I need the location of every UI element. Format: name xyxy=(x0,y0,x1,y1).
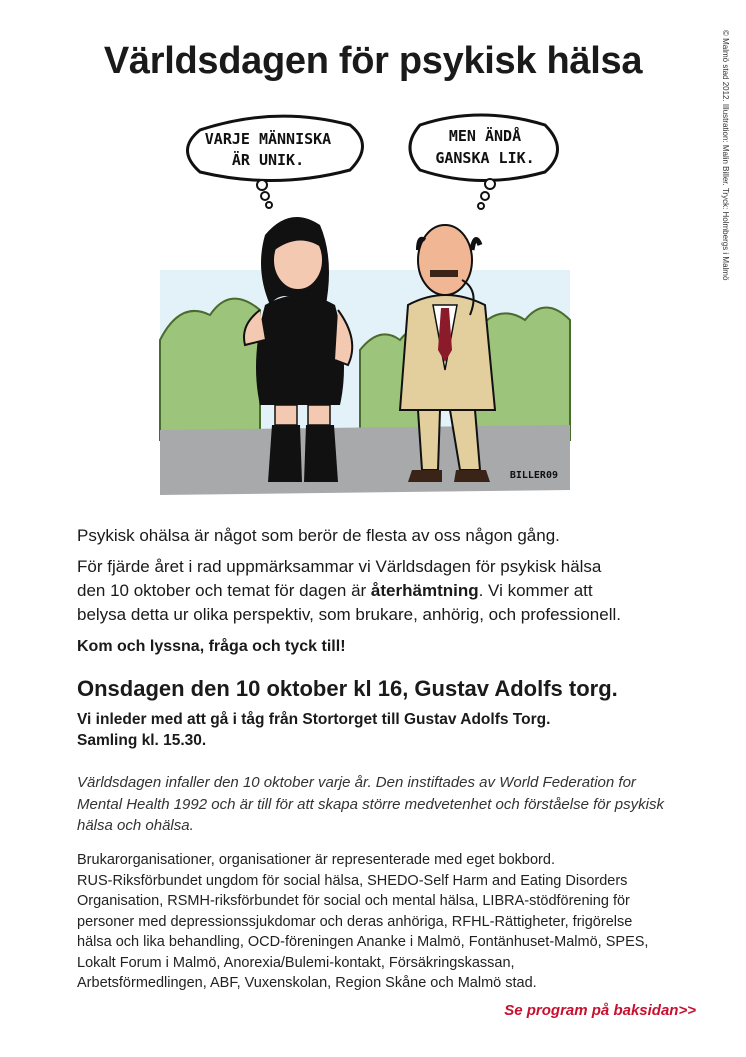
thought-dot xyxy=(485,179,495,189)
theme-keyword: återhämtning xyxy=(370,581,479,600)
note-line: Världsdagen infaller den 10 oktober varje år. Den instiftades av World Federation for xyxy=(77,774,636,791)
orgs-line: hälsa och lika behandling, OCD-föreningen Ananke i Malmö, Fontänhuset-Malmö, SPES, xyxy=(77,934,649,950)
thought-dot xyxy=(478,203,484,209)
see-program-link[interactable]: Se program på baksidan>> xyxy=(504,1002,696,1019)
bush-left xyxy=(160,299,260,440)
speech-bubble-right xyxy=(410,115,558,181)
orgs-line: Organisation, RSMH-riksförbundet för social och mental hälsa, LIBRA-stödförening för xyxy=(77,893,630,909)
cartoon-illustration xyxy=(150,110,580,505)
bubble-left-line2: ÄR UNIK. xyxy=(231,151,305,169)
bubble-right-line1: MEN ÄNDÅ xyxy=(448,127,522,145)
thought-dot xyxy=(266,202,272,208)
thought-dot xyxy=(261,192,269,200)
bubble-right-line2: GANSKA LIK. xyxy=(435,149,535,167)
note-line: hälsa och ohälsa. xyxy=(77,817,194,834)
note-line: Mental Health 1992 och är till för att skapa större medvetenhet och förståelse för psykisk xyxy=(77,795,664,813)
theme-line-3: belysa detta ur olika perspektiv, som brukare, anhörig, och professionell. xyxy=(77,605,621,624)
orgs-line: personer med depressionssjukdomar och deras anhöriga, RFHL-Rättigheter, frigörelse xyxy=(77,913,633,930)
artist-signature: BILLER09 xyxy=(509,470,558,481)
credit-line: © Malmö stad 2012. Illustration: Malin Biller. Tryck: Holmbergs i Malmö xyxy=(721,30,730,281)
speech-bubble-left xyxy=(188,116,363,180)
procession-line-2: Samling kl. 15.30. xyxy=(77,732,207,749)
orgs-line: RUS-Riksförbundet ungdom för social hälsa, SHEDO-Self Harm and Eating Disorders xyxy=(77,872,628,889)
orgs-line: Arbetsförmedlingen, ABF, Vuxenskolan, Region Skåne och Malmö stad. xyxy=(77,975,537,991)
page-title: Världsdagen för psykisk hälsa xyxy=(103,40,643,82)
procession-line-1: Vi inleder med att gå i tåg från Stortorget till Gustav Adolfs Torg. xyxy=(77,711,551,728)
call-to-action: Kom och lyssna, fråga och tyck till! xyxy=(77,638,346,655)
thought-dot xyxy=(257,180,267,190)
background-note xyxy=(77,772,717,837)
event-date-place: Onsdagen den 10 oktober kl 16, Gustav Adolfs torg. xyxy=(77,676,618,701)
theme-line-2 xyxy=(77,579,717,603)
thought-dot xyxy=(481,192,489,200)
organisations-list xyxy=(77,850,717,994)
orgs-line: Lokalt Forum i Malmö, Anorexia/Bulemi-kontakt, Försäkringskassan, xyxy=(77,954,515,971)
theme-line-2-post: . Vi kommer att xyxy=(478,581,593,600)
theme-line-2-pre: den 10 oktober och temat för dagen är xyxy=(77,581,371,600)
theme-line-1: För fjärde året i rad uppmärksammar vi Världsdagen för psykisk hälsa xyxy=(77,557,602,576)
theme-paragraph xyxy=(77,555,717,627)
orgs-line: Brukarorganisationer, organisationer är representerade med eget bokbord. xyxy=(77,852,555,868)
procession-info xyxy=(77,709,717,751)
intro-paragraph: Psykisk ohälsa är något som berör de flesta av oss någon gång. xyxy=(77,526,560,545)
road xyxy=(160,425,570,495)
bubble-left-line1: VARJE MÄNNISKA xyxy=(204,130,332,148)
